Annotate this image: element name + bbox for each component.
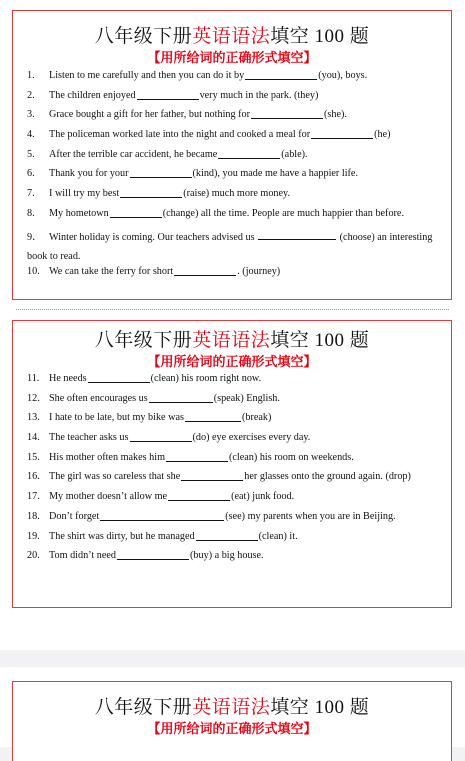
question-item [27,70,441,90]
box-title [13,25,451,49]
question-text-before: Don’t forget [49,510,100,522]
question-item [27,511,441,531]
question-item [27,550,441,570]
exercise-box-3 [12,681,452,761]
question-number: 19. [27,530,40,542]
question-number: 3. [27,109,35,121]
question-text-after: (he) [374,129,391,141]
answer-blank[interactable] [166,452,228,462]
question-number: 15. [27,451,40,463]
question-number: 17. [27,491,40,503]
answer-blank[interactable] [168,491,230,501]
question-text-before: Thank you for your [49,168,129,180]
question-text-after: (speak) English. [213,392,280,404]
answer-blank[interactable] [137,90,199,100]
question-list-1 [27,70,441,285]
page-divider [16,309,449,310]
question-text-before: I hate to be late, but my bike was [49,412,184,424]
question-number: 1. [27,70,35,81]
title-part2: 填空 100 题 [270,697,370,718]
question-number: 12. [27,392,40,404]
title-part2: 填空 100 题 [270,330,370,351]
box-title [13,696,451,720]
question-number: 4. [27,129,35,141]
answer-blank[interactable] [130,168,192,178]
question-item [27,393,441,413]
question-text-before: He needs [49,373,87,384]
question-number: 9． [27,231,43,243]
answer-blank[interactable] [88,373,150,383]
answer-blank[interactable] [218,149,280,159]
question-text-before: The shirt was dirty, but he managed [49,530,195,542]
question-item [27,373,441,393]
question-text-before: I will try my best [49,188,120,200]
question-text-before: My mother doesn’t allow me [49,491,168,503]
question-text-after: very much in the park. (they) [199,89,319,101]
answer-blank[interactable] [174,266,236,276]
question-text-after: (see) my parents when you are in Beijing. [225,510,396,522]
question-item [27,188,441,208]
question-text-before: Listen to me carefully and then you can do it by [49,70,245,81]
question-text-before: She often encourages us [49,392,148,404]
worksheet-page-2 [0,667,465,747]
title-part1: 八年级下册 [94,26,193,47]
title-part1: 八年级下册 [94,697,193,718]
question-number: 11. [27,373,40,384]
question-item [27,412,441,432]
question-item [27,432,441,452]
question-text-after: (eat) junk food. [231,491,295,503]
question-item [27,109,441,129]
question-item [27,491,441,511]
question-number: 6. [27,168,35,180]
title-red: 英语语法 [192,26,271,47]
question-text-before: Tom didn’t need [49,550,117,562]
box-subtitle: 【用所给词的正确形式填空】 [147,50,317,65]
question-number: 16. [27,471,40,483]
question-item [27,531,441,551]
answer-blank[interactable] [196,531,258,541]
question-text-after: (kind), you made me have a happier life. [192,168,358,180]
question-number: 2. [27,89,35,101]
question-item [27,149,441,169]
question-number: 7. [27,188,35,200]
question-item [27,168,441,188]
question-text-after: . (journey) [237,265,281,277]
question-text-before: Grace bought a gift for her father, but nothing for [49,109,251,121]
question-text-after: (clean) his room on weekends. [229,451,354,463]
answer-blank[interactable] [185,412,241,422]
question-number: 14. [27,432,40,444]
question-text-after: (do) eye exercises every day. [192,432,311,444]
question-text-before: My hometown [49,207,109,219]
answer-blank[interactable] [100,511,224,521]
question-number: 8. [27,207,35,219]
question-item [27,266,441,286]
question-text-after: (choose) an interesting book to read. [27,231,433,262]
answer-blank[interactable] [117,550,189,560]
question-number: 13. [27,412,40,424]
question-text-before: The girl was so careless that she [49,471,181,483]
question-text-after: her glasses onto the ground again. (drop) [244,471,411,483]
title-part2: 填空 100 题 [270,26,370,47]
answer-blank[interactable] [130,432,192,442]
question-text-after: (raise) much more money. [183,188,291,200]
question-number: 18. [27,510,40,522]
question-text-before: The teacher asks us [49,432,129,444]
answer-blank[interactable] [181,471,243,481]
answer-blank[interactable] [110,208,162,218]
answer-blank[interactable] [251,109,323,119]
question-text-after: (change) all the time. People are much happier than before. [162,207,405,219]
question-number: 10. [27,265,40,277]
question-item [27,90,441,110]
answer-blank[interactable] [245,70,317,80]
question-item [27,208,441,228]
question-text-after: (able). [281,148,308,160]
question-text-after: (clean) his room right now. [150,373,262,384]
question-text-before: His mother often makes him [49,451,166,463]
box-subtitle: 【用所给词的正确形式填空】 [147,721,317,736]
question-item [27,471,441,491]
question-text-after: (break) [241,412,272,424]
question-text-after: (you), boys. [318,70,368,81]
answer-blank[interactable] [120,188,182,198]
question-number: 5. [27,148,35,160]
box-title [13,329,451,353]
question-text-before: Winter holiday is coming. Our teachers advised us [49,231,255,243]
question-text-after: (she). [324,109,347,121]
title-red: 英语语法 [192,697,271,718]
exercise-box-1 [12,10,452,300]
question-text-after: (clean) it. [258,530,298,542]
title-part1: 八年级下册 [94,330,193,351]
box-subtitle: 【用所给词的正确形式填空】 [147,354,317,369]
exercise-box-2 [12,320,452,608]
answer-blank[interactable] [311,129,373,139]
question-list-2 [27,373,441,570]
answer-blank[interactable] [258,230,336,240]
question-number: 20. [27,550,40,562]
question-text-before: After the terrible car accident, he became [49,148,218,160]
question-text-before: The policeman worked late into the night and cooked a meal for [49,129,311,141]
answer-blank[interactable] [149,393,213,403]
question-text-before: The children enjoyed [49,89,136,101]
question-text-after: (buy) a big house. [190,550,264,562]
question-item [27,228,441,266]
title-red: 英语语法 [192,330,271,351]
question-item [27,129,441,149]
question-text-before: We can take the ferry for short [49,265,174,277]
question-item [27,452,441,472]
